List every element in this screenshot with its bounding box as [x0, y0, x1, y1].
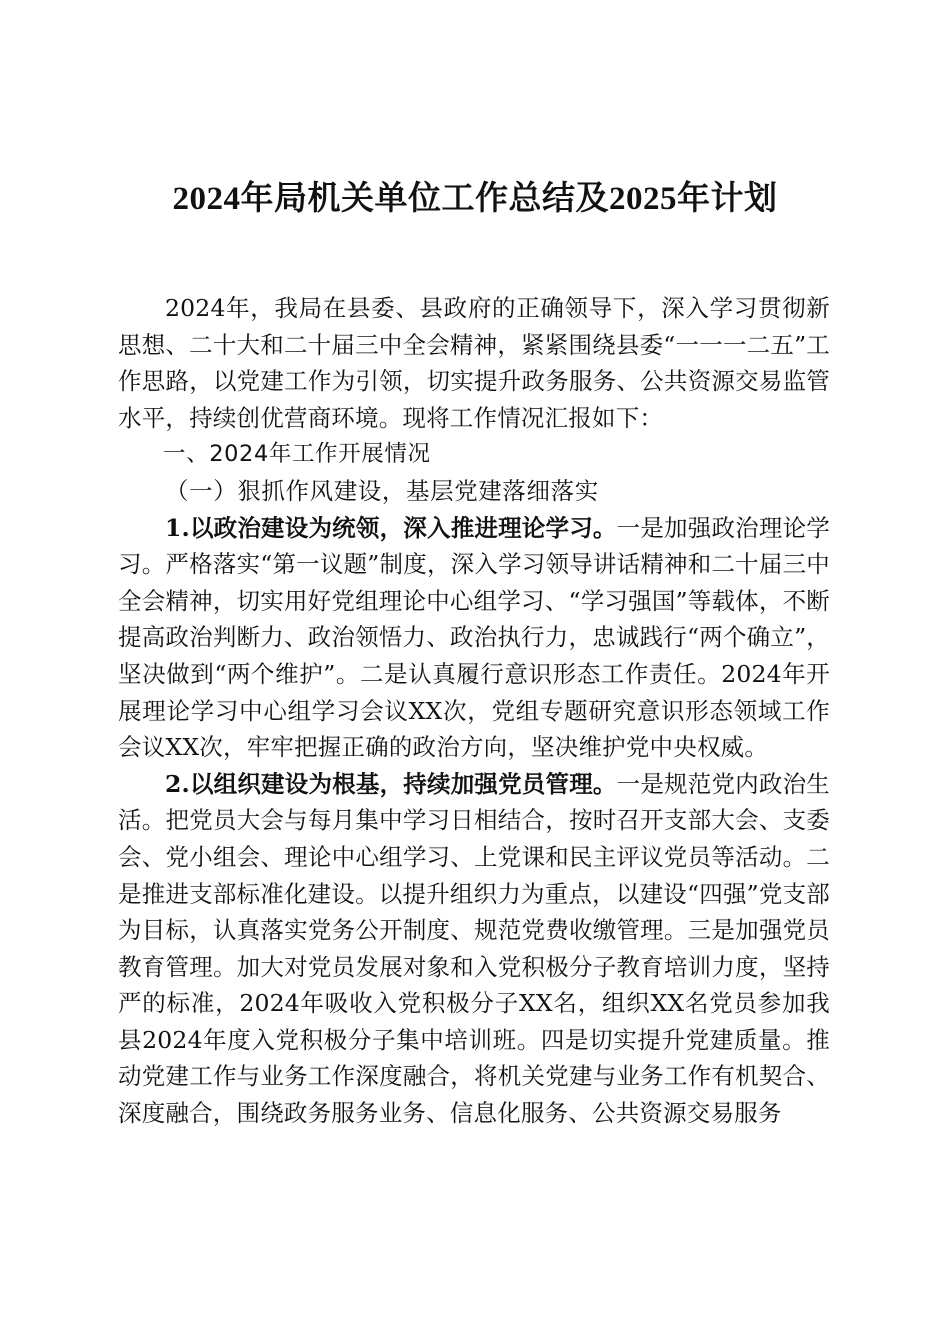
item-paragraph-1 [118, 510, 830, 766]
subsection-heading: （一）狠抓作风建设，基层党建落细落实 [165, 476, 599, 505]
item-text-1: 一是加强政治理论学习。严格落实“第一议题”制度，深入学习领导讲话精神和二十届三中全会精神，切实用好党组理论中心组学习、“学习强国”等载体，不断提高政治判断力、政治领悟力、政治执行力，忠诚践行“两个确立”，坚决做到“两个维护”。二是认真履行意识形态工作责任。2024年开展理论学习中心组学习会议XX次，党组专题研究意识形态领域工作会议XX次，牢牢把握正确的政治方向，坚决维护党中央权威。 [118, 513, 830, 762]
document-title: 2024年局机关单位工作总结及2025年计划 [172, 181, 778, 217]
item-paragraph-2 [118, 766, 830, 1132]
section-heading: 一、2024年工作开展情况 [163, 441, 431, 468]
item-text-2: 一是规范党内政治生活。把党员大会与每月集中学习日相结合，按时召开支部大会、支委会、党小组会、理论中心组学习、上党课和民主评议党员等活动。二是推进支部标准化建设。以提升组织力为重点，以建设“四强”党支部为目标，认真落实党务公开制度、规范党费收缴管理。三是加强党员教育管理。加大对党员发展对象和入党积极分子教育培训力度，坚持严的标准，2024年吸收入党积极分子XX名，组织XX名党员参加我县2024年度入党积极分子集中培训班。四是切实提升党建质量。推动党建工作与业务工作深度融合，将机关党建与业务工作有机契合、深度融合，围绕政务服务业务、信息化服务、公共资源交易服务 [118, 769, 830, 1128]
document-body [118, 290, 830, 1132]
item-lead-1: 1.以政治建设为统领，深入推进理论学习。 [165, 513, 617, 542]
intro-paragraph: 2024年，我局在县委、县政府的正确领导下，深入学习贯彻新思想、二十大和二十届三中全会精神，紧紧围绕县委“一一一二五”工作思路，以党建工作为引领，切实提升政务服务、公共资源交易监管水平，持续创优营商环境。现将工作情况汇报如下： [118, 294, 830, 432]
item-lead-2: 2.以组织建设为根基，持续加强党员管理。 [165, 769, 617, 798]
